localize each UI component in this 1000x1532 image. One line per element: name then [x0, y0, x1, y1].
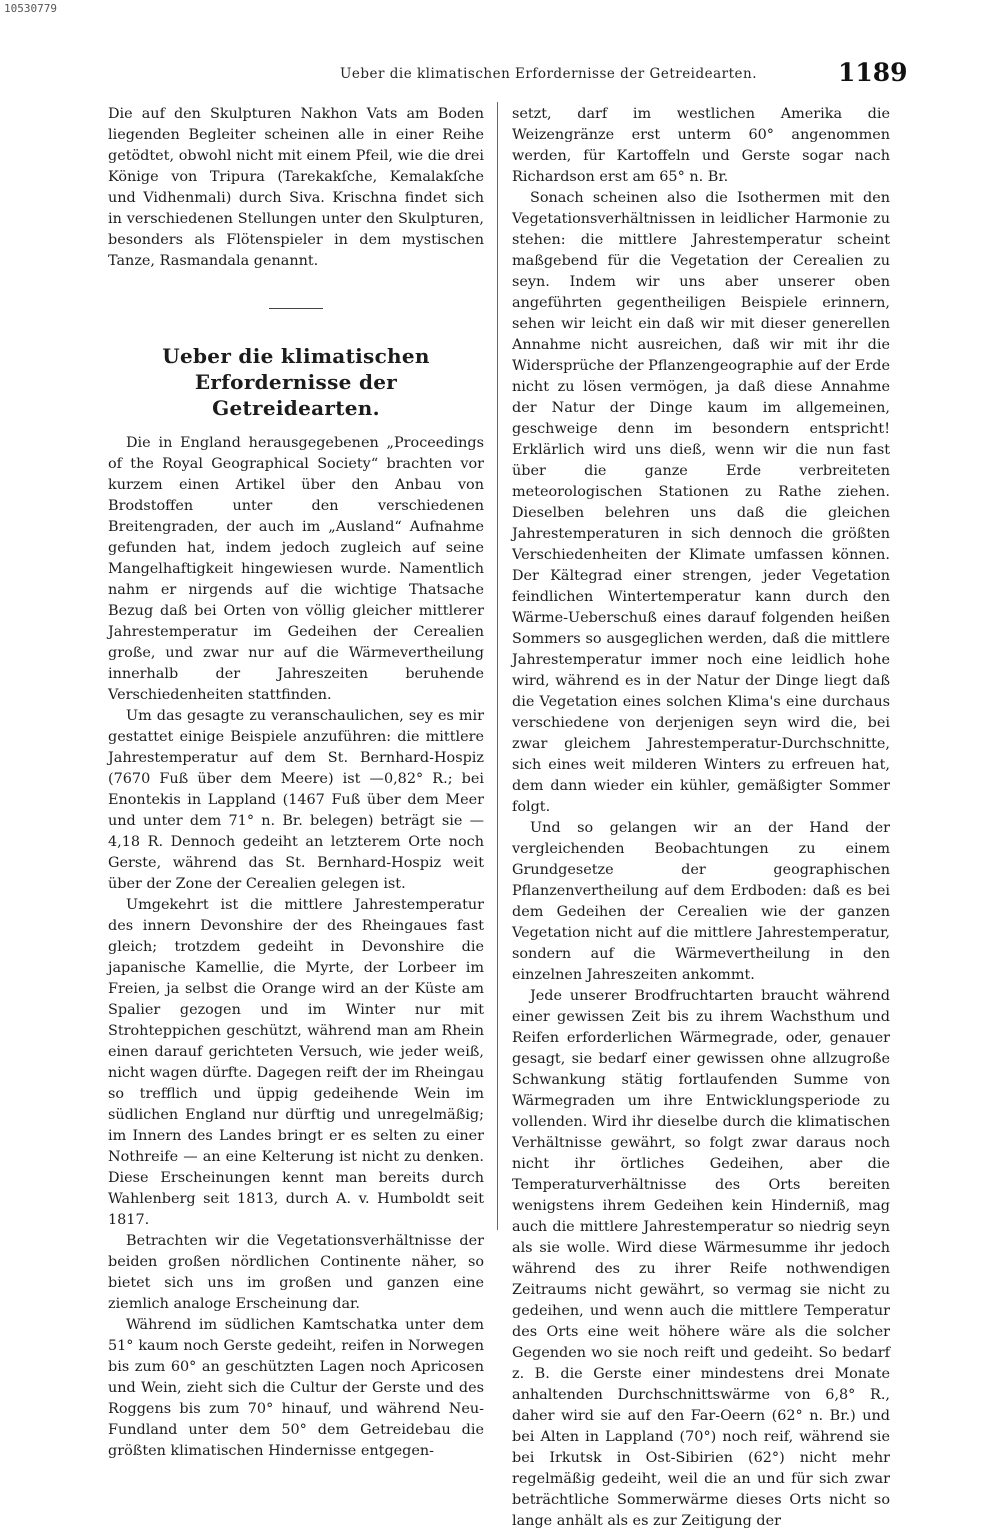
column-divider	[497, 102, 498, 1230]
paragraph: Betrachten wir die Vegetationsverhältnisse der beiden großen nördlichen Continente näher, so bietet sich uns im großen und ganzen eine ziemlich analoge Erscheinung dar.	[108, 1233, 484, 1312]
paragraph: Und so gelangen wir an der Hand der vergleichenden Beobachtungen zu einem Grundgesetze der geographischen Pflanzenvertheilung auf dem Erdboden: daß es bei dem Gedeihen der Cerealien wie der ganzen Vegetation nicht auf die mittlere Jahrestemperatur, sondern auf die Wärmevertheilung in den einzelnen Jahreszeiten ankommt.	[512, 820, 890, 983]
right-column	[512, 104, 890, 1532]
paragraph: Die in England herausgegebenen „Proceedings of the Royal Geographical Society“ brachten vor kurzem einen Artikel über den Anbau von Brodstoffen unter den verschiedenen Breitengraden, der auch im „Ausland“ Aufnahme gefunden hat, indem jedoch zugleich auf seine Mangelhaftigkeit hingewiesen wurde. Namentlich nahm er nirgends auf die wichtige Thatsache Bezug daß bei Orten von völlig gleicher mittlerer Jahrestemperatur im Gedeihen der Cerealien große, und zwar nur auf die Wärmevertheilung innerhalb der Jahreszeiten beruhende Verschiedenheiten stattfinden.	[108, 435, 484, 703]
paragraph: Während im südlichen Kamtschatka unter dem 51° kaum noch Gerste gedeiht, reifen in Norwegen bis zum 60° an geschützten Lagen noch Apricosen und Wein, zieht sich die Cultur der Gerste und des Roggens bis zum 70° hinauf, und während Neu-Fundland unter dem 50° dem Getreidebau die größten klimatischen Hindernisse entgegen-	[108, 1317, 484, 1459]
paragraph: Sonach scheinen also die Isothermen mit den Vegetationsverhältnissen in leidlicher Harmonie zu stehen: die mittlere Jahrestemperatur scheint maßgebend für die Vegetation der Cerealien zu seyn. Indem wir uns aber unserer oben angeführten gegentheiligen Beispiele erinnern, sehen wir leicht ein daß wir mit dieser generellen Annahme nicht ausreichen, daß wir mit ihr die Widersprüche der Pflanzengeographie auf der Erde nicht zu lösen vermögen, ja daß diese Annahme der Natur der Dinge kaum im allgemeinen, geschweige denn im besondern entspricht! Erklärlich wird uns dieß, wenn wir die nun fast über die ganze Erde verbreiteten meteorologischen Stationen zu Rathe ziehen. Dieselben belehren uns daß die gleichen Jahrestemperaturen in sich dennoch die größten Verschiedenheiten der Klimate umfassen können. Der Kältegrad einer strengen, jeder Vegetation feindlichen Wintertemperatur kann durch den Wärme-Ueberschuß eines darauf folgenden heißen Sommers so ausgeglichen werden, daß die mittlere Jahrestemperatur immer noch eine leidlich hohe wird, während es in der Natur der Dinge liegt daß die Vegetation eines solchen Klima's eine durchaus verschiedene von derjenigen seyn wird die, bei zwar gleichem Jahrestemperatur-Durchschnitte, sich eines weit milderen Winters zu erfreuen hat, dem dann wieder ein kühler, gemäßigter Sommer folgt.	[512, 190, 890, 815]
paragraph: Umgekehrt ist die mittlere Jahrestemperatur des innern Devonshire der des Rheingaues fast gleich; trotzdem gedeiht in Devonshire die japanische Kamellie, die Myrte, der Lorbeer im Freien, ja selbst die Orange wird an der Küste am Spalier gezogen und im Winter nur mit Strohteppichen geschützt, während man am Rhein einen darauf gerichteten Versuch, wie jeder weiß, nicht wagen dürfte. Dagegen reift der im Rheingau so trefflich und üppig gedeihende Wein im südlichen England nur dürftig und unregelmäßig; im Innern des Landes bringt er es selten zu einer Nothreife — an eine Kelterung ist nicht zu denken. Diese Erscheinungen kennt man bereits durch Wahlenberg seit 1813, durch A. v. Humboldt seit 1817.	[108, 897, 484, 1228]
page-number: 1189	[838, 58, 908, 87]
left-column	[108, 104, 484, 1462]
section-divider	[269, 308, 323, 309]
paragraph: setzt, darf im westlichen Amerika die Weizengränze erst unterm 60° angenommen werden, für Kartoffeln und Gerste sogar nach Richardson erst am 65° n. Br.	[512, 106, 890, 185]
paragraph: Die auf den Skulpturen Nakhon Vats am Boden liegenden Begleiter scheinen alle in einer Reihe getödtet, obwohl nicht mit einem Pfeil, wie die drei Könige von Tripura (Tarekakſche, Kemalakſche und Vidhenmali) durch Siva. Krischna findet sich in verschiedenen Stellungen unter den Skulpturen, besonders als Flötenspieler in dem mystischen Tanze, Rasmandala genannt.	[108, 106, 484, 269]
running-head: Ueber die klimatischen Erfordernisse der Getreidearten.	[340, 66, 758, 82]
paragraph: Um das gesagte zu veranschaulichen, sey es mir gestattet einige Beispiele anzuführen: die mittlere Jahrestemperatur auf dem St. Bernhard-Hospiz (7670 Fuß über dem Meere) ist —0,82° R.; bei Enontekis in Lappland (1467 Fuß über dem Meer und unter dem 71° n. Br. belegen) beträgt sie —4,18 R. Dennoch gedeiht an letzterem Orte noch Gerste, während das St. Bernhard-Hospiz weit über der Zone der Cerealien gelegen ist.	[108, 708, 484, 892]
section-title: Ueber die klimatischen Erfordernisse der Getreidearten.	[162, 344, 430, 420]
scan-id-label: 10530779	[4, 2, 57, 15]
paragraph: Jede unserer Brodfruchtarten braucht während einer gewissen Zeit bis zu ihrem Wachsthum und Reifen erforderlichen Wärmegrade, oder, genauer gesagt, sie bedarf einer gewissen ohne allzugroße Schwankung stätig fortlaufenden Summe von Wärmegraden um ihre Entwicklungsperiode zu vollenden. Wird ihr dieselbe durch die klimatischen Verhältnisse gewährt, so folgt zwar daraus noch nicht ihr örtliches Gedeihen, aber die Temperaturverhältnisse des Orts bereiten wenigstens ihrem Gedeihen kein Hinderniß, mag auch die mittlere Jahrestemperatur so niedrig seyn als sie wolle. Wird diese Wärmesumme ihr jedoch während des zu ihrer Reife nothwendigen Zeitraums nicht gewährt, so vermag sie nicht zu gedeihen, und wenn auch die mittlere Temperatur des Orts eine weit höhere wäre als die solcher Gegenden wo sie noch reift und gedeiht. So bedarf z. B. die Gerste einer mindestens drei Monate anhaltenden Durchschnittswärme von 6,8° R., daher wird sie auf den Far-Oeern (62° n. Br.) und bei Alten in Lappland (70°) noch reif, während sie bei Irkutsk in Ost-Sibirien (62°) nicht mehr regelmäßig gedeiht, weil die an und für sich zwar beträchtliche Sommerwärme dieses Orts nicht so lange anhält als es zur Zeitigung der	[512, 988, 890, 1529]
